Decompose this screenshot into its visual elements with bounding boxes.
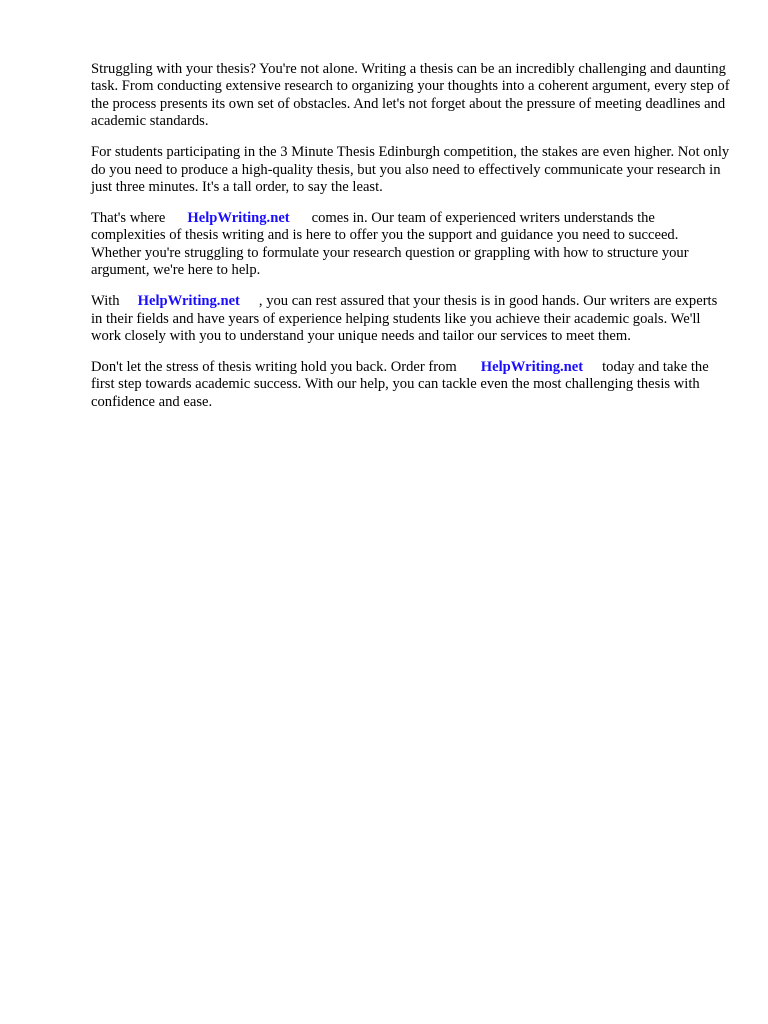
paragraph-text: That's where [91, 210, 166, 227]
document-body [91, 61, 731, 425]
paragraph-text: today and take the first step towards academic success. With our help, you can tackle even the most challenging thesis with confidence and ease. [91, 359, 709, 410]
paragraph-service-intro [91, 210, 731, 280]
helpwriting-link[interactable]: HelpWriting.net [187, 210, 290, 227]
paragraph-text: comes in. Our team of experienced writers understands the complexities of thesis writing and is here to offer you the support and guidance you need to succeed. Whether you're struggling to formulate your research question or grappling with how to structure your argument, we're here to help. [91, 210, 689, 279]
paragraph-text: , you can rest assured that your thesis is in good hands. Our writers are experts in their fields and have years of experience helping students like you achieve their academic goals. We'll work closely with you to understand your unique needs and tailor our services to meet them. [91, 293, 718, 345]
paragraph-competition: For students participating in the 3 Minute Thesis Edinburgh competition, the stakes are even higher. Not only do you need to produce a high-quality thesis, but you also need to effectively communicate your research in just three minutes. It's a tall order, to say the least. [91, 144, 730, 196]
paragraph-text: Don't let the stress of thesis writing hold you back. Order from [91, 359, 457, 376]
paragraph-assurance [91, 293, 731, 345]
paragraph-call-to-action [91, 359, 731, 411]
paragraph-text: With [91, 293, 120, 310]
helpwriting-link[interactable]: HelpWriting.net [480, 359, 584, 376]
helpwriting-link[interactable]: HelpWriting.net [137, 293, 240, 310]
paragraph-intro: Struggling with your thesis? You're not alone. Writing a thesis can be an incredibly challenging and daunting task. From conducting extensive research to organizing your thoughts into a coherent argument, every step of the process presents its own set of obstacles. And let's not forget about the pressure of meeting deadlines and academic standards. [91, 61, 730, 130]
